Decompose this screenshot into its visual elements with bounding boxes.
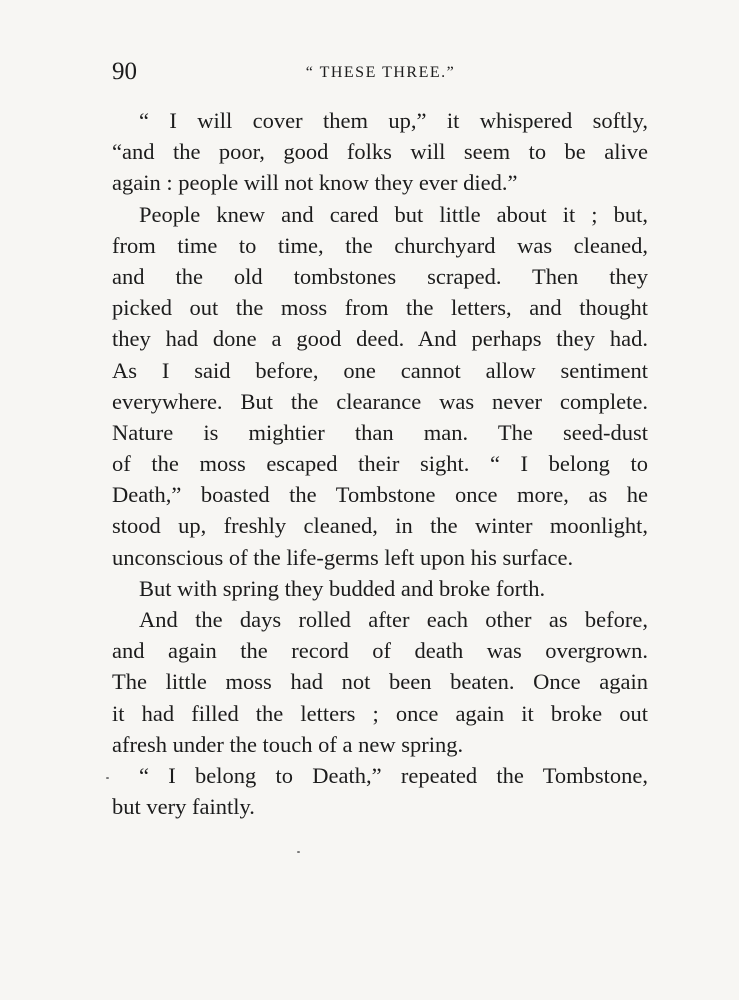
text-line: Nature is mightier than man. The seed-dust	[112, 419, 648, 445]
text-line: and the old tombstones scraped. Then they	[112, 263, 648, 289]
text-line: but very faintly.	[112, 794, 255, 820]
text-line: from time to time, the churchyard was cleaned,	[112, 232, 648, 258]
text-line: it had filled the letters ; once again it broke out	[112, 700, 648, 726]
text-line: But with spring they budded and broke forth.	[139, 575, 546, 601]
text-line: And the days rolled after each other as before,	[139, 607, 648, 632]
body-text	[112, 105, 648, 822]
print-speck	[297, 851, 300, 853]
text-line: again : people will not know they ever died.”	[112, 170, 518, 196]
text-line: People knew and cared but little about it ; but,	[139, 201, 648, 227]
text-line: “ I belong to Death,” repeated the Tombstone,	[139, 762, 648, 788]
text-line: unconscious of the life-germs left upon his surface.	[112, 544, 574, 570]
text-line: and again the record of death was overgrown.	[112, 638, 648, 664]
text-line: afresh under the touch of a new spring.	[112, 731, 464, 757]
page-number: 90	[112, 58, 137, 85]
text-line: stood up, freshly cleaned, in the winter moonlight,	[112, 513, 648, 539]
text-line: “ I will cover them up,” it whispered softly,	[139, 108, 648, 133]
text-line: they had done a good deed. And perhaps they had.	[112, 326, 648, 352]
text-line: of the moss escaped their sight. “ I belong to	[112, 451, 648, 477]
text-line: As I said before, one cannot allow sentiment	[112, 357, 648, 383]
page-header	[112, 58, 649, 94]
text-line: “and the poor, good folks will seem to be alive	[112, 139, 648, 165]
text-line: The little moss had not been beaten. Once again	[112, 669, 648, 695]
print-speck	[106, 777, 109, 779]
running-head: “ THESE THREE.”	[305, 64, 456, 81]
text-line: picked out the moss from the letters, and thought	[112, 295, 648, 321]
text-line: everywhere. But the clearance was never complete.	[112, 388, 648, 414]
text-line: Death,” boasted the Tombstone once more, as he	[112, 482, 648, 508]
